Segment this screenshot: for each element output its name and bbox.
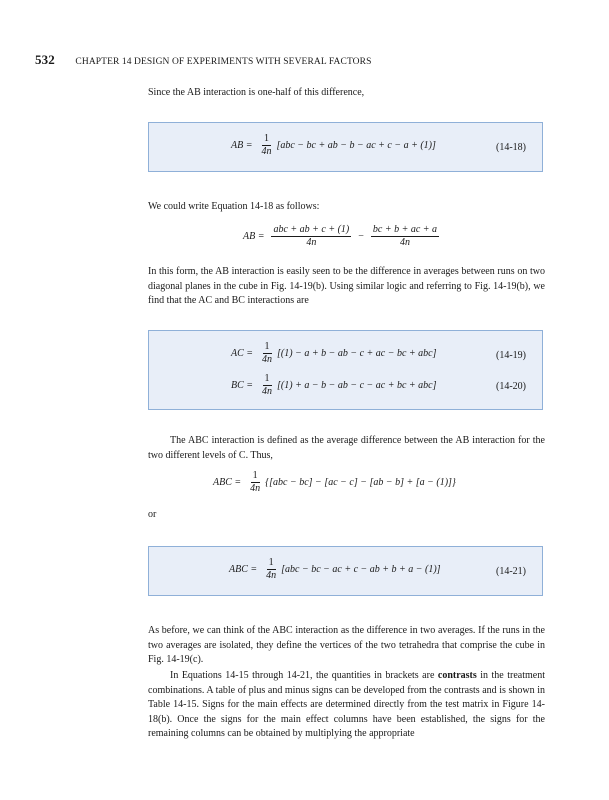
term-contrasts: contrasts [437, 670, 477, 681]
equation-14-18: AB = $\frac{1}{4n}$ [abc − bc + ab − b − ac + c − a + (1)] [231, 133, 436, 157]
equation-number: (14-18) [496, 142, 526, 153]
equation-box-14-18 [148, 122, 543, 172]
fraction: $\frac{1}{4n}$ [266, 557, 277, 581]
paragraph-or: or [148, 509, 157, 520]
fraction-left: $\frac{\text{abc + ab + c + (1)}}{4n}$ [273, 224, 350, 248]
equation-box-14-21 [148, 546, 543, 596]
fraction: $\frac{1}{4n}$ [250, 470, 261, 494]
equation-number: (14-21) [496, 566, 526, 577]
paragraph-rewrite: We could write Equation 14-18 as follows: [148, 201, 320, 212]
paragraph-contrasts: In Equations 14-15 through 14-21, the quantities in brackets are contrasts in the treatment combinations. A table of plus and minus signs can be developed from the contrasts and is shown in Table 14-15. Signs for the main effects are determined directly from the test matrix in Figure 14-18(b). Once the signs for the main effect columns have been established, the signs for the remaining columns can be obtained by multiplying the appropriate [148, 670, 545, 739]
running-header [35, 52, 371, 68]
fraction-right: $\frac{bc + b + ac + a}{4n}$ [372, 224, 438, 248]
equation-14-21: ABC = $\frac{1}{4n}$ [abc − bc − ac + c − ab + b + a − (1)] [229, 557, 441, 581]
paragraph-diagonal-planes: In this form, the AB interaction is easily seen to be the difference in averages between runs on two diagonal planes in the cube in Fig. 14-19(b). Using similar logic and referring to Fig. 14-19(b), we find that the AC and BC interactions are [148, 266, 545, 306]
paragraph-intro: Since the AB interaction is one-half of this difference, [148, 87, 365, 98]
chapter-title: CHAPTER 14 DESIGN OF EXPERIMENTS WITH SEVERAL FACTORS [75, 57, 372, 67]
page-number: 532 [35, 52, 55, 67]
paragraph-two-averages: As before, we can think of the ABC interaction as the difference in two averages. If the runs in the two averages are isolated, they define the vertices of the two tetrahedra that comprise the cube in Fig. 14-19(c). [148, 625, 545, 665]
equation-14-20: BC = $\frac{1}{4n}$ [(1) + a − b − ab − c − ac + bc + abc] [231, 373, 437, 397]
equation-14-19: AC = $\frac{1}{4n}$ [(1) − a + b − ab − c + ac − bc + abc] [231, 341, 437, 365]
equation-ab-averages: AB = $\frac{\text{abc + ab + c + (1)}}{4n}$ − $\frac{bc + b + ac + a}{4n}$ [243, 224, 438, 248]
equation-abc-expanded: ABC = $\frac{1}{4n}$ {[abc − bc] − [ac − c] − [ab − b] + [a − (1)]} [213, 470, 456, 494]
equation-number: (14-19) [496, 350, 526, 361]
fraction: $\frac{1}{4n}$ [262, 341, 273, 365]
fraction: $\frac{1}{4n}$ [261, 133, 272, 157]
equation-box-14-19-14-20 [148, 330, 543, 410]
fraction: $\frac{1}{4n}$ [262, 373, 273, 397]
equation-number: (14-20) [496, 381, 526, 392]
paragraph-abc-definition: The ABC interaction is defined as the average difference between the AB interaction for the two different levels of C. Thus, [148, 435, 545, 461]
